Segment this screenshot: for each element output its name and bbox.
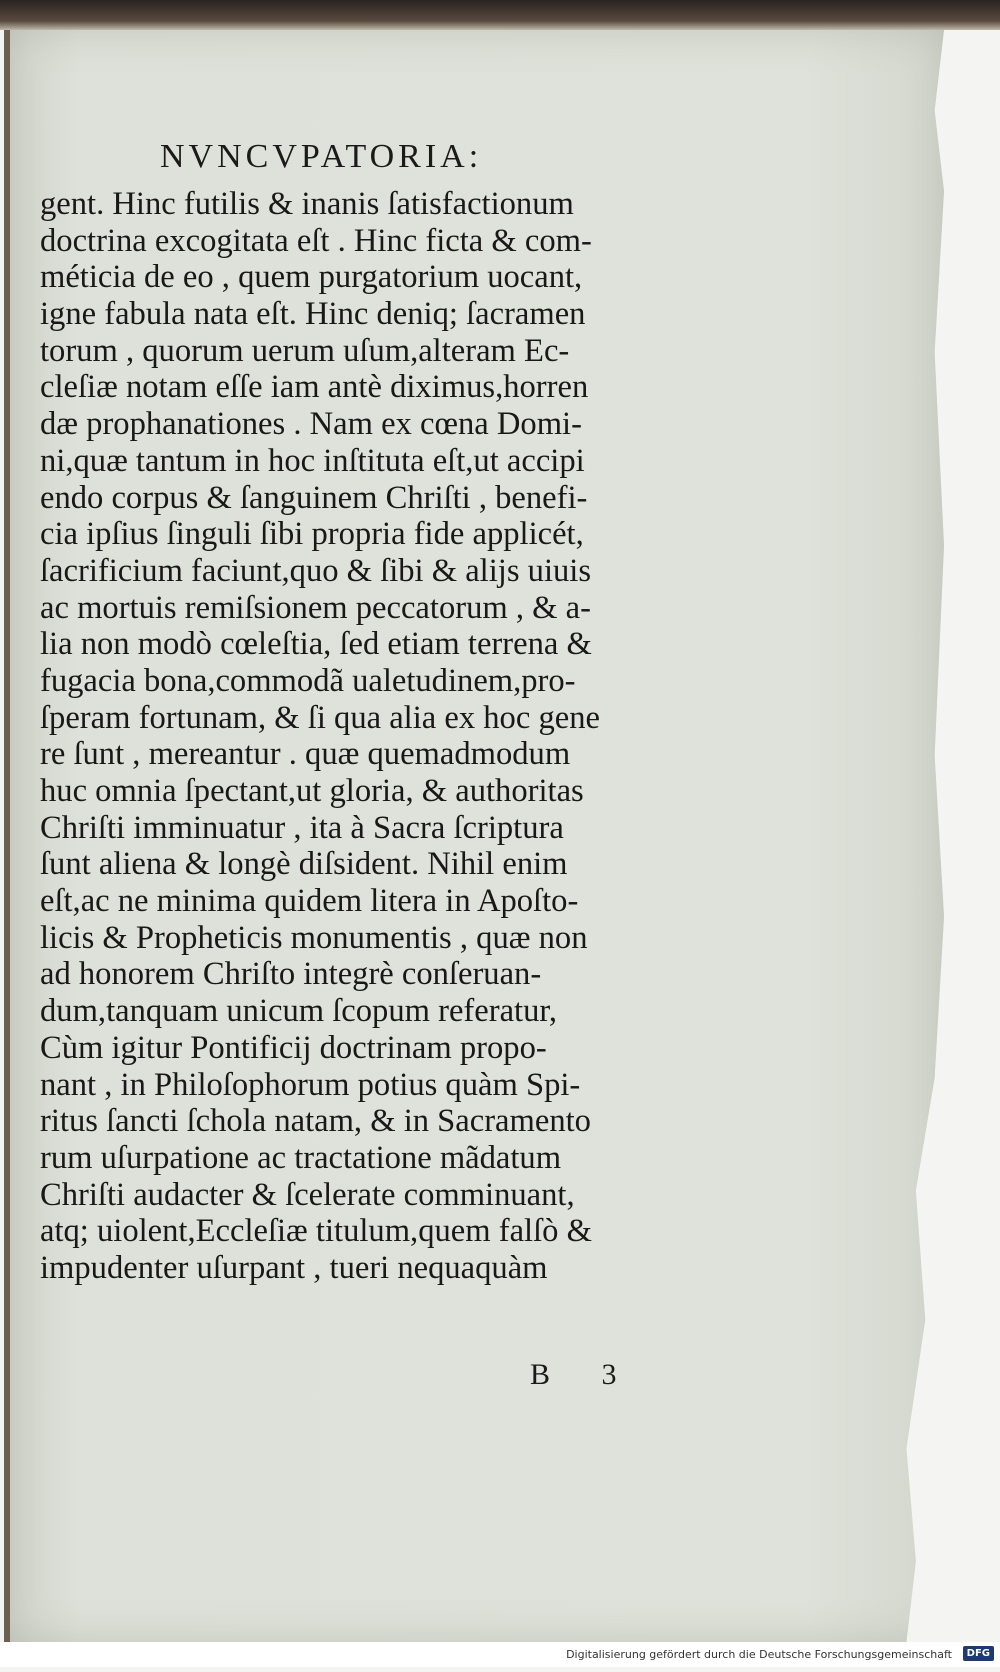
text-line: ritus ſancti ſchola natam, & in Sacramento xyxy=(40,1103,591,1140)
funding-credit: Digitalisierung gefördert durch die Deutsche Forschungsgemeinschaft xyxy=(566,1648,952,1661)
text-line: doctrina excogitata eſt . Hinc ficta & com- xyxy=(40,222,592,259)
text-line: igne fabula nata eſt. Hinc deniq; ſacramen xyxy=(40,296,586,333)
text-line: atq; uiolent,Eccleſiæ titulum,quem falſò & xyxy=(40,1213,592,1250)
text-line: ſunt aliena & longè diſsident. Nihil enim xyxy=(40,846,568,883)
text-line: ac mortuis remiſsionem peccatorum , & a- xyxy=(40,589,591,626)
text-line: rum uſurpatione ac tractatione mãdatum xyxy=(40,1139,562,1176)
text-line: Chriſti audacter & ſcelerate comminuant, xyxy=(40,1176,575,1213)
text-line: Cùm igitur Pontificij doctrinam propo- xyxy=(40,1029,547,1066)
body-text xyxy=(40,186,690,1287)
text-line: cia ipſius ſinguli ſibi propria fide applicét, xyxy=(40,516,584,553)
text-line: dum,tanquam unicum ſcopum referatur, xyxy=(40,993,558,1030)
text-line: gent. Hinc futilis & inanis ſatisfactionum xyxy=(40,186,574,222)
scan-top-border xyxy=(0,0,1000,30)
footer-bar xyxy=(0,1642,1000,1667)
text-line: eſt,ac ne minima quidem litera in Apoſto- xyxy=(40,883,579,920)
text-line: ad honorem Chriſto integrè conſeruan- xyxy=(40,956,542,993)
text-line: ſacrificium faciunt,quo & ſibi & alijs uiuis xyxy=(40,552,592,589)
text-line: dæ prophanationes . Nam ex cœna Domi- xyxy=(40,406,582,443)
dfg-logo: DFG xyxy=(963,1646,994,1661)
running-header: NVNCVPATORIA: xyxy=(160,138,483,175)
text-line: ni,quæ tantum in hoc inſtituta eſt,ut accipi xyxy=(40,442,585,479)
text-line: re ſunt , mereantur . quæ quemadmodum xyxy=(40,736,571,773)
text-line: endo corpus & ſanguinem Chriſti , benefi- xyxy=(40,479,588,516)
text-line: nant , in Philoſophorum potius quàm Spi- xyxy=(40,1066,581,1103)
text-line: torum , quorum uerum uſum,alteram Ec- xyxy=(40,332,570,369)
signature-mark: B 3 xyxy=(530,1358,639,1391)
text-line: cleſiæ notam eſſe iam antè diximus,horren xyxy=(40,369,589,406)
text-line: méticia de eo , quem purgatorium uocant, xyxy=(40,259,583,296)
text-line: fugacia bona,commodã ualetudinem,pro- xyxy=(40,662,576,699)
text-line: Chriſti imminuatur , ita à Sacra ſcriptura xyxy=(40,809,564,846)
text-line: licis & Propheticis monumentis , quæ non xyxy=(40,919,588,956)
text-line: lia non modò cœleſtia, ſed etiam terrena & xyxy=(40,626,592,663)
text-line: huc omnia ſpectant,ut gloria, & authoritas xyxy=(40,773,584,809)
text-line: ſperam fortunam, & ſi qua alia ex hoc gene xyxy=(40,699,600,736)
page-left-edge xyxy=(4,30,10,1672)
text-line: impudenter uſurpant , tueri nequaquàm xyxy=(40,1249,548,1286)
